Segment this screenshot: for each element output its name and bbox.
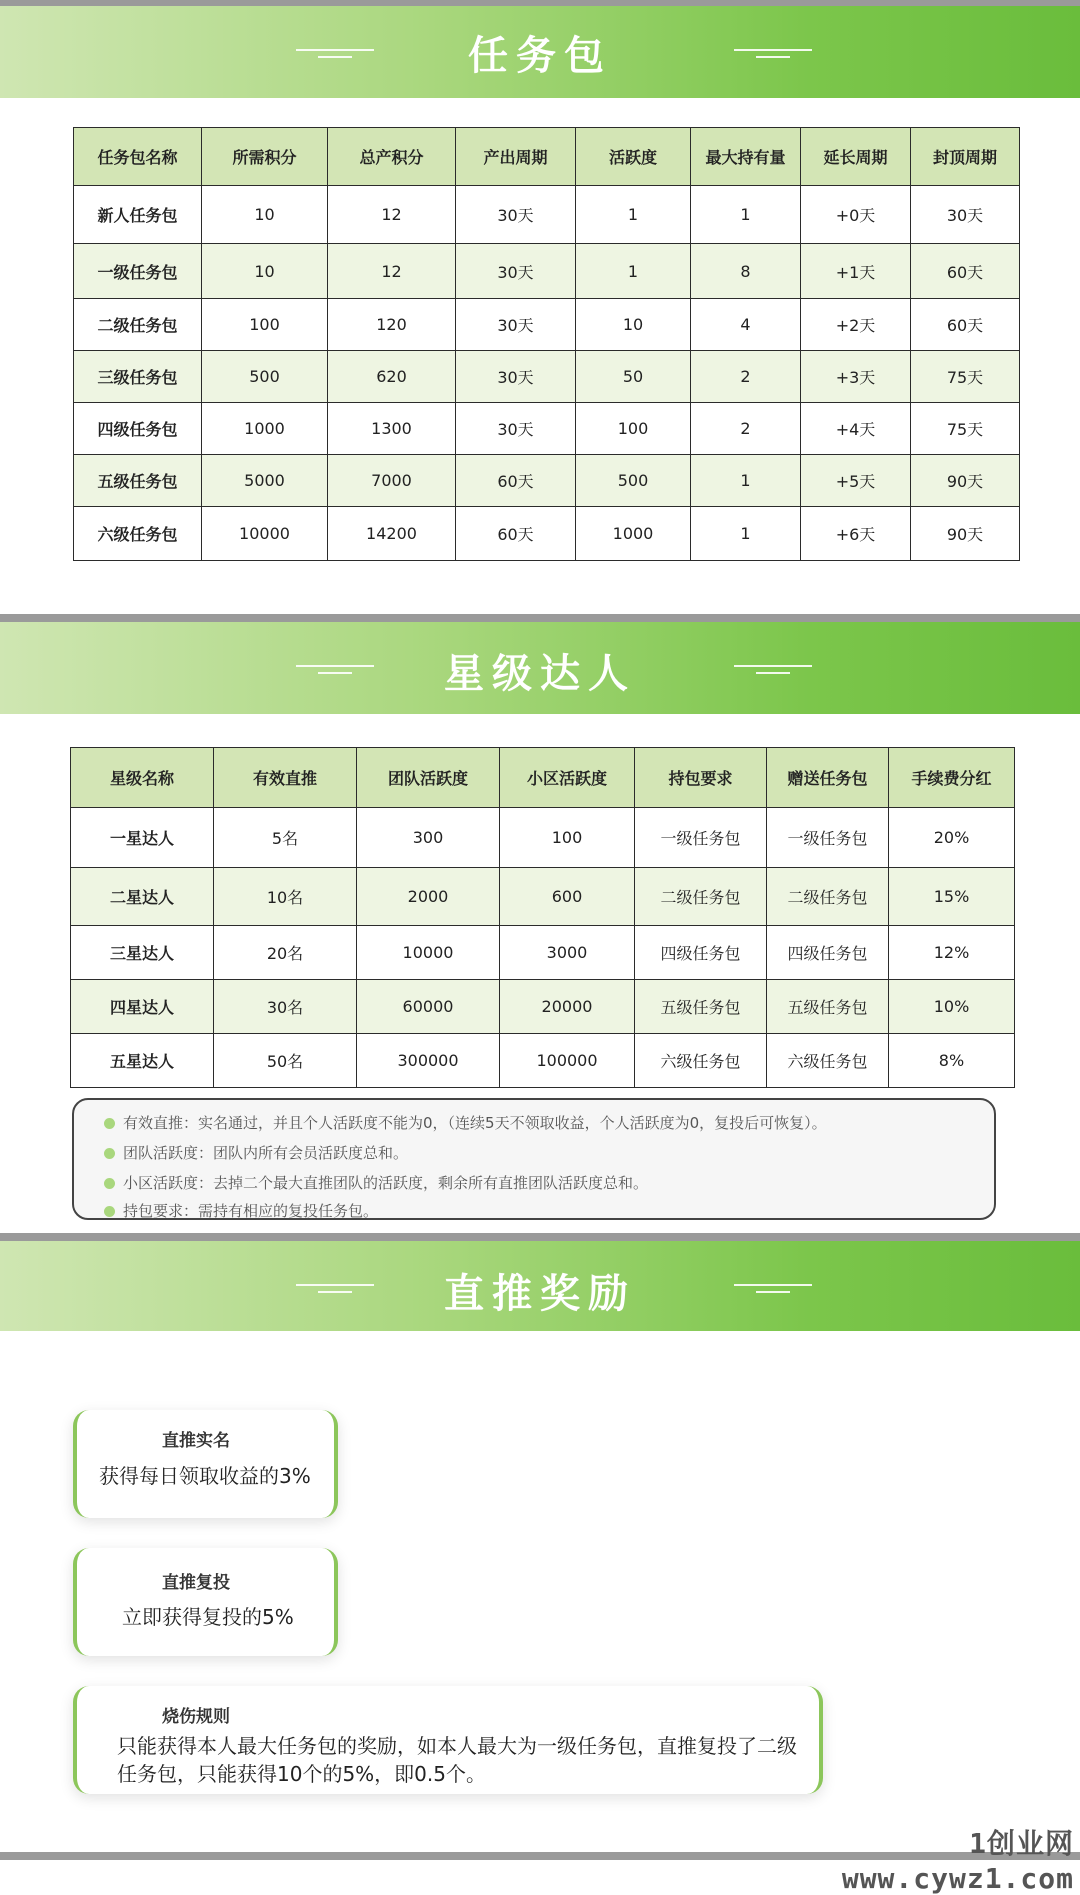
header-cell: 最大持有量 xyxy=(691,128,801,186)
table-cell: 300 xyxy=(357,808,500,868)
table-cell: 30天 xyxy=(456,403,576,455)
table-cell: 1 xyxy=(576,186,691,244)
bullet-icon xyxy=(104,1118,115,1129)
header-cell: 团队活跃度 xyxy=(357,748,500,808)
bullet-icon xyxy=(104,1148,115,1159)
table-cell: 60000 xyxy=(357,980,500,1034)
table-row xyxy=(71,926,1015,980)
table-cell: 500 xyxy=(576,455,691,507)
table-cell: 1300 xyxy=(328,403,456,455)
table-cell: 30天 xyxy=(911,186,1020,244)
table-cell: 7000 xyxy=(328,455,456,507)
table-cell: 一级任务包 xyxy=(767,808,889,868)
header-cell: 任务包名称 xyxy=(74,128,202,186)
table-cell: 5名 xyxy=(214,808,357,868)
table-row xyxy=(74,351,1020,403)
table-cell: 500 xyxy=(202,351,328,403)
table-cell: 20% xyxy=(889,808,1015,868)
table-cell: 1000 xyxy=(202,403,328,455)
site-watermark: 1创业网www.cywz1.com xyxy=(841,1827,1074,1895)
table-cell: 120 xyxy=(328,299,456,351)
table-cell: 20000 xyxy=(500,980,635,1034)
header-cell: 手续费分红 xyxy=(889,748,1015,808)
table-cell: 30天 xyxy=(456,186,576,244)
card-body: 只能获得本人最大任务包的奖励，如本人最大为一级任务包，直推复投了二级任务包，只能获得10个的5%，即0.5个。 xyxy=(117,1734,797,1786)
task-package-rows xyxy=(74,186,1020,561)
table-cell: 1 xyxy=(691,186,801,244)
table-cell: +0天 xyxy=(801,186,911,244)
table-cell: 75天 xyxy=(911,351,1020,403)
note-item: 有效直推：实名通过，并且个人活跃度不能为0，（连续5天不领取收益，个人活跃度为0，复投后可恢复）。 xyxy=(104,1112,827,1133)
row-label-cell: 一星达人 xyxy=(71,808,214,868)
table-cell: 12 xyxy=(328,186,456,244)
table-row xyxy=(74,455,1020,507)
section-separator xyxy=(0,1233,1080,1241)
card-title: 直推复投 xyxy=(162,1573,230,1593)
table-cell: 1000 xyxy=(576,507,691,561)
table-cell: 10 xyxy=(576,299,691,351)
table-cell: 50 xyxy=(576,351,691,403)
table-cell: 12% xyxy=(889,926,1015,980)
card-body: 立即获得复投的5% xyxy=(122,1605,294,1629)
table-cell: 四级任务包 xyxy=(767,926,889,980)
table-cell: 10000 xyxy=(357,926,500,980)
table-cell: +4天 xyxy=(801,403,911,455)
table-cell: 1 xyxy=(691,455,801,507)
header-cell: 持包要求 xyxy=(635,748,767,808)
table-cell: 14200 xyxy=(328,507,456,561)
table-cell: 30天 xyxy=(456,351,576,403)
header-cell: 封顶周期 xyxy=(911,128,1020,186)
table-row xyxy=(71,868,1015,926)
header-cell: 有效直推 xyxy=(214,748,357,808)
section-title: 直推奖励 xyxy=(444,1271,636,1317)
table-cell: 100 xyxy=(576,403,691,455)
table-cell: 五级任务包 xyxy=(635,980,767,1034)
table-cell: 75天 xyxy=(911,403,1020,455)
row-label-cell: 四级任务包 xyxy=(74,403,202,455)
reward-card-burn-rule xyxy=(73,1686,823,1794)
table-cell: 3000 xyxy=(500,926,635,980)
table-cell: 60天 xyxy=(456,455,576,507)
table-cell: 5000 xyxy=(202,455,328,507)
table-row xyxy=(71,1034,1015,1088)
table-cell: 2 xyxy=(691,403,801,455)
table-row xyxy=(74,403,1020,455)
table-cell: 90天 xyxy=(911,455,1020,507)
table-cell: 30天 xyxy=(456,299,576,351)
table-cell: 100 xyxy=(202,299,328,351)
bullet-icon xyxy=(104,1206,115,1217)
table-cell: +5天 xyxy=(801,455,911,507)
table-cell: 2000 xyxy=(357,868,500,926)
table-cell: 六级任务包 xyxy=(767,1034,889,1088)
reward-card-reinvest xyxy=(73,1548,338,1656)
table-row xyxy=(71,980,1015,1034)
reward-card-real-name xyxy=(73,1410,338,1518)
row-label-cell: 二级任务包 xyxy=(74,299,202,351)
table-cell: 10% xyxy=(889,980,1015,1034)
table-row xyxy=(74,186,1020,244)
definitions-panel xyxy=(72,1098,996,1220)
section-title: 星级达人 xyxy=(444,651,636,697)
table-cell: 12 xyxy=(328,244,456,299)
table-row xyxy=(74,507,1020,561)
row-label-cell: 一级任务包 xyxy=(74,244,202,299)
header-cell: 活跃度 xyxy=(576,128,691,186)
note-item: 团队活跃度：团队内所有会员活跃度总和。 xyxy=(104,1142,408,1163)
header-cell: 产出周期 xyxy=(456,128,576,186)
row-label-cell: 三级任务包 xyxy=(74,351,202,403)
table-cell: 四级任务包 xyxy=(635,926,767,980)
star-expert-rows xyxy=(71,808,1015,1088)
table-cell: 620 xyxy=(328,351,456,403)
row-label-cell: 四星达人 xyxy=(71,980,214,1034)
row-label-cell: 新人任务包 xyxy=(74,186,202,244)
table-cell: 二级任务包 xyxy=(635,868,767,926)
table-cell: 600 xyxy=(500,868,635,926)
title-decoration-right xyxy=(734,1284,812,1296)
title-decoration-right xyxy=(734,49,812,61)
table-cell: 15% xyxy=(889,868,1015,926)
row-label-cell: 五星达人 xyxy=(71,1034,214,1088)
section-band-star-expert xyxy=(0,622,1080,714)
table-cell: +2天 xyxy=(801,299,911,351)
table-cell: 8% xyxy=(889,1034,1015,1088)
card-title: 烧伤规则 xyxy=(162,1707,230,1727)
row-label-cell: 三星达人 xyxy=(71,926,214,980)
note-item: 小区活跃度：去掉二个最大直推团队的活跃度，剩余所有直推团队活跃度总和。 xyxy=(104,1172,648,1193)
section-title: 任务包 xyxy=(468,33,612,79)
table-cell: 10 xyxy=(202,186,328,244)
header-cell: 赠送任务包 xyxy=(767,748,889,808)
table-cell: 二级任务包 xyxy=(767,868,889,926)
star-expert-table xyxy=(70,747,1015,1088)
table-cell: 10000 xyxy=(202,507,328,561)
table-cell: 10名 xyxy=(214,868,357,926)
table-cell: 60天 xyxy=(911,299,1020,351)
card-body: 获得每日领取收益的3% xyxy=(99,1464,311,1488)
table-cell: +1天 xyxy=(801,244,911,299)
table-cell: 100 xyxy=(500,808,635,868)
table-cell: 2 xyxy=(691,351,801,403)
table-row xyxy=(74,299,1020,351)
table-cell: 30天 xyxy=(456,244,576,299)
section-band-referral-reward xyxy=(0,1241,1080,1331)
table-cell: 30名 xyxy=(214,980,357,1034)
table-cell: 1 xyxy=(576,244,691,299)
card-title: 直推实名 xyxy=(162,1431,230,1451)
row-label-cell: 二星达人 xyxy=(71,868,214,926)
header-cell: 延长周期 xyxy=(801,128,911,186)
table-cell: 20名 xyxy=(214,926,357,980)
header-cell: 小区活跃度 xyxy=(500,748,635,808)
section-separator xyxy=(0,614,1080,622)
table-cell: 8 xyxy=(691,244,801,299)
table-cell: 100000 xyxy=(500,1034,635,1088)
table-cell: 300000 xyxy=(357,1034,500,1088)
table-row xyxy=(74,244,1020,299)
table-cell: 五级任务包 xyxy=(767,980,889,1034)
row-label-cell: 六级任务包 xyxy=(74,507,202,561)
note-item: 持包要求：需持有相应的复投任务包。 xyxy=(104,1200,378,1221)
table-cell: 一级任务包 xyxy=(635,808,767,868)
table-cell: 1 xyxy=(691,507,801,561)
row-label-cell: 五级任务包 xyxy=(74,455,202,507)
table-cell: 90天 xyxy=(911,507,1020,561)
table-cell: 六级任务包 xyxy=(635,1034,767,1088)
title-decoration-right xyxy=(734,665,812,677)
header-cell: 所需积分 xyxy=(202,128,328,186)
section-band-task-package xyxy=(0,6,1080,98)
table-cell: 10 xyxy=(202,244,328,299)
table-cell: +6天 xyxy=(801,507,911,561)
table-cell: 60天 xyxy=(911,244,1020,299)
bullet-icon xyxy=(104,1178,115,1189)
table-cell: 4 xyxy=(691,299,801,351)
table-cell: +3天 xyxy=(801,351,911,403)
task-package-table xyxy=(73,127,1020,561)
header-cell: 总产积分 xyxy=(328,128,456,186)
table-cell: 60天 xyxy=(456,507,576,561)
table-row xyxy=(71,808,1015,868)
table-cell: 50名 xyxy=(214,1034,357,1088)
header-cell: 星级名称 xyxy=(71,748,214,808)
